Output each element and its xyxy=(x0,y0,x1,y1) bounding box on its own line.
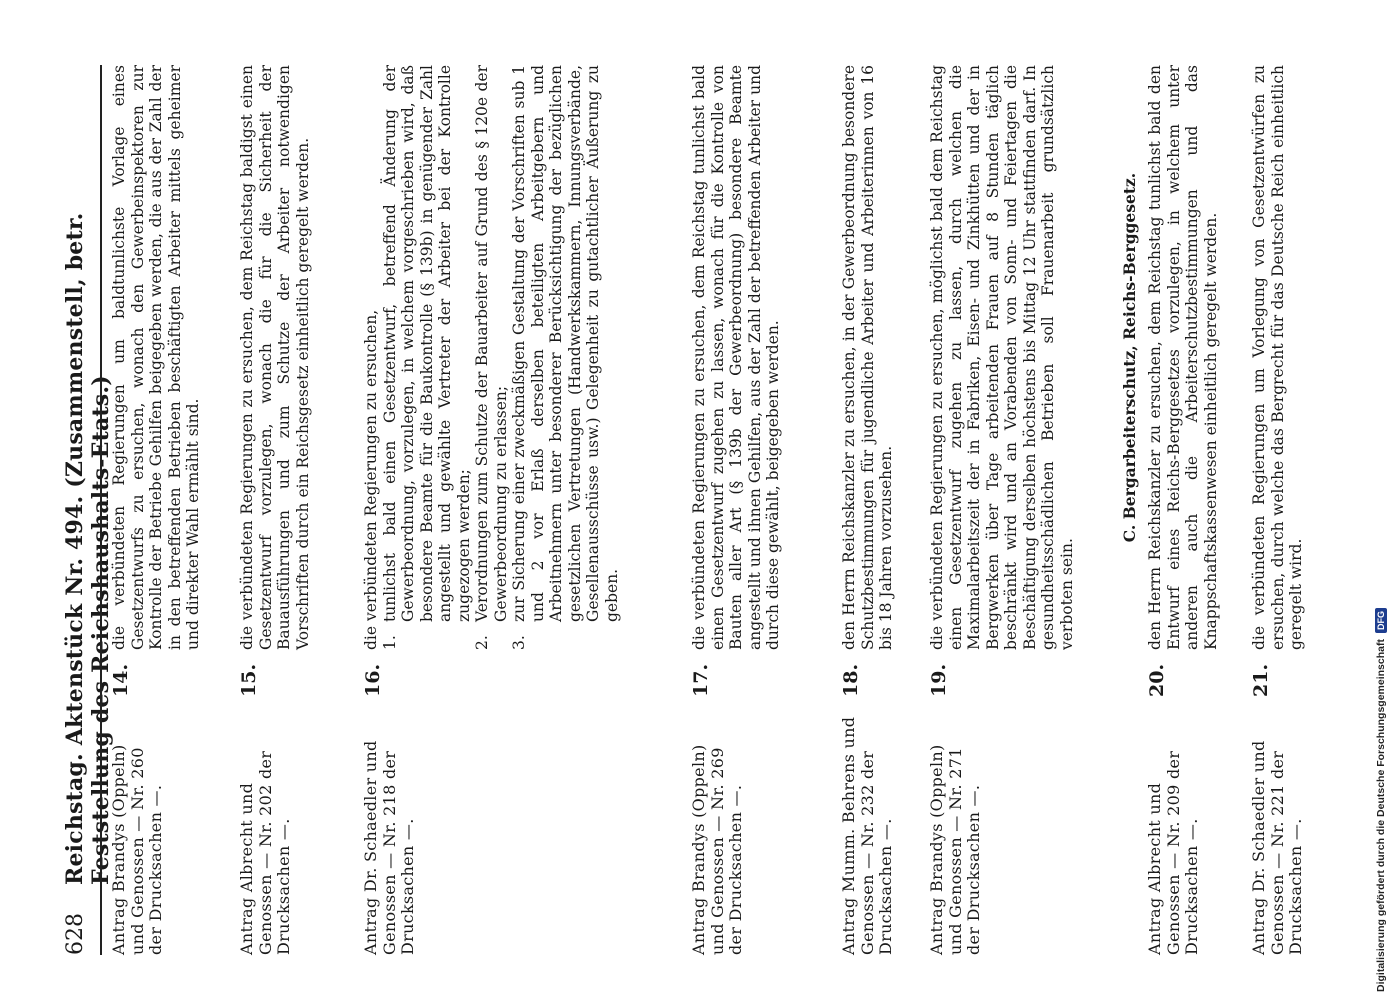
header-rule xyxy=(100,65,102,955)
motion-reference: Antrag Albrecht und Genossen — Nr. 209 der Drucksachen —. xyxy=(1145,750,1201,955)
entry-number: 17. xyxy=(690,663,712,697)
entry-number: 14. xyxy=(110,663,132,697)
digitization-credit xyxy=(1374,72,1388,992)
item-label: 1. xyxy=(380,635,399,650)
motion-reference: Antrag Dr. Schaedler und Genossen — Nr. 218 der Drucksachen —. xyxy=(361,740,417,955)
entry-text: die verbündeten Regierungen um baldtunlichste Vorlage eines Gesetzentwurfs zu ersuchen, wonach den Gewerbeinspektoren zur Kontrolle der Betriebe Gehilfen beigegeben werden, die aus der Zahl der in den betreffenden Betrieben beschäftigten Arbeiter mittels geheimer und direkter Wahl ermählt sind. xyxy=(110,65,202,650)
running-title: Reichstag. Aktenstück Nr. 494. (Zusammenstell, betr. Feststellung des Reichshaushalts-Etats.) xyxy=(62,212,114,885)
entry-number: 15. xyxy=(238,663,260,697)
page-number: 628 xyxy=(63,913,88,955)
dfg-logo: DFG xyxy=(1375,608,1387,633)
list-item xyxy=(473,65,510,650)
motion-reference: Antrag Brandys (Oppeln) und Genossen — Nr. 260 der Drucksachen —. xyxy=(109,744,165,955)
document-page xyxy=(62,45,1347,955)
entry-text: den Herrn Reichskanzler zu ersuchen, dem Reichstag tunlichst bald den Entwurf eines Reichs-Berggesetzes vorzulegen, in welchem unter anderen auch die Arbeiterschutzbestimmungen und das Knappschaftskassenwesen einheitlich geregelt werden. xyxy=(1146,65,1220,650)
entry-number: 19. xyxy=(928,663,950,697)
item-text: tunlichst bald einen Gesetzentwurf, betreffend Änderung der Gewerbeordnung, vorzulegen, in welchem vorgeschrieben wird, daß besondere Beamte für die Baukontrolle (§ 139b) in genügender Zahl angestellt und gewählte Vertreter der Arbeiter bei der Kontrolle zugezogen werden; xyxy=(380,65,473,622)
entry-text: die verbündeten Regierungen um Vorlegung von Gesetzentwürfen zu ersuchen, durch welche das Bergrecht für das Deutsche Reich einheitlich geregelt wird. xyxy=(1250,65,1305,650)
entry-text: die verbündeten Regierungen zu ersuchen, dem Reichstag tunlichst bald einen Gesetzentwurf zugehen zu lassen, wonach für die Kontrolle von Bauten aller Art (§ 139b der Gewerbeordnung) besondere Beamte angestellt und ihnen Gehilfen, aus der Zahl der betreffenden Arbeiter und durch diese gewählt, beigegeben werden. xyxy=(690,65,782,650)
entry-number: 20. xyxy=(1146,663,1168,697)
entry-text: den Herrn Reichskanzler zu ersuchen, in der Gewerbeordnung besondere Schutzbestimmungen für jugendliche Arbeiter und Arbeiterinnen von 16 bis 18 Jahren vorzusehen. xyxy=(840,65,895,650)
entry-text: die verbündeten Regierungen zu ersuchen, dem Reichstag baldigst einen Gesetzentwurf vorzulegen, wonach die für die Sicherheit der Bauausführungen und zum Schutze der Arbeiter notwendigen Vorschriften durch ein Reichsgesetz einheitlich geregelt werden. xyxy=(238,65,312,650)
item-text: zur Sicherung einer zweckmäßigen Gestaltung der Vorschriften sub 1 und 2 vor Erlaß derselben beteiligten Arbeitgebern und Arbeitnehmern unter besonderer Berücksichtigung der bezüglichen gesetzlichen Vertretungen (Handwerkskammern, Innungsverbände, Gesellenausschüsse usw.) Gelegenheit zu gutachtlicher Äußerung zu geben. xyxy=(510,65,621,622)
digitization-credit-text: Digitalisierung gefördert durch die Deutsche Forschungsgemeinschaft xyxy=(1375,639,1387,992)
entry-number: 16. xyxy=(362,663,384,697)
entry-text: die verbündeten Regierungen zu ersuchen, möglichst bald dem Reichstag einen Gesetzentwurf zugehen zu lassen, durch welchen die Maximalarbeitszeit der in Fabriken, Eisen- und Zinkhütten und der in Bergwerken über Tage arbeitenden Frauen auf 8 Stunden täglich beschränkt wird und an Vorabenden von Sonn- und Feiertagen die Beschäftigung derselben höchstens bis Mittag 12 Uhr stattfinden darf. In gesundheitsschädlichen Betrieben soll Frauenarbeit grundsätzlich verboten sein. xyxy=(928,65,1076,650)
entry-number: 21. xyxy=(1250,663,1272,697)
item-label: 3. xyxy=(510,635,528,650)
section-heading: C. Bergarbeiterschutz, Reichs-Berggesetz. xyxy=(1120,172,1139,543)
motion-reference: Antrag Brandys (Oppeln) und Genossen — Nr. 269 der Drucksachen —. xyxy=(689,744,745,955)
item-text: Verordnungen zum Schutze der Bauarbeiter auf Grund des § 120e der Gewerbeordnung zu erlassen; xyxy=(473,65,510,622)
motion-reference: Antrag Albrecht und Genossen — Nr. 202 der Drucksachen —. xyxy=(237,750,293,955)
entry-number: 18. xyxy=(840,663,862,697)
motion-reference: Antrag Mumm. Behrens und Genossen — Nr. 232 der Drucksachen —. xyxy=(839,716,895,955)
item-label: 2. xyxy=(473,635,491,650)
entry-intro: die verbündeten Regierungen zu ersuchen, xyxy=(362,309,380,650)
motion-reference: Antrag Dr. Schaedler und Genossen — Nr. 221 der Drucksachen —. xyxy=(1249,740,1305,955)
entry-text xyxy=(362,65,621,650)
page-header xyxy=(62,65,114,955)
list-item xyxy=(510,65,621,650)
motion-reference: Antrag Brandys (Oppeln) und Genossen — Nr. 271 der Drucksachen —. xyxy=(927,744,983,955)
list-item xyxy=(381,65,474,650)
